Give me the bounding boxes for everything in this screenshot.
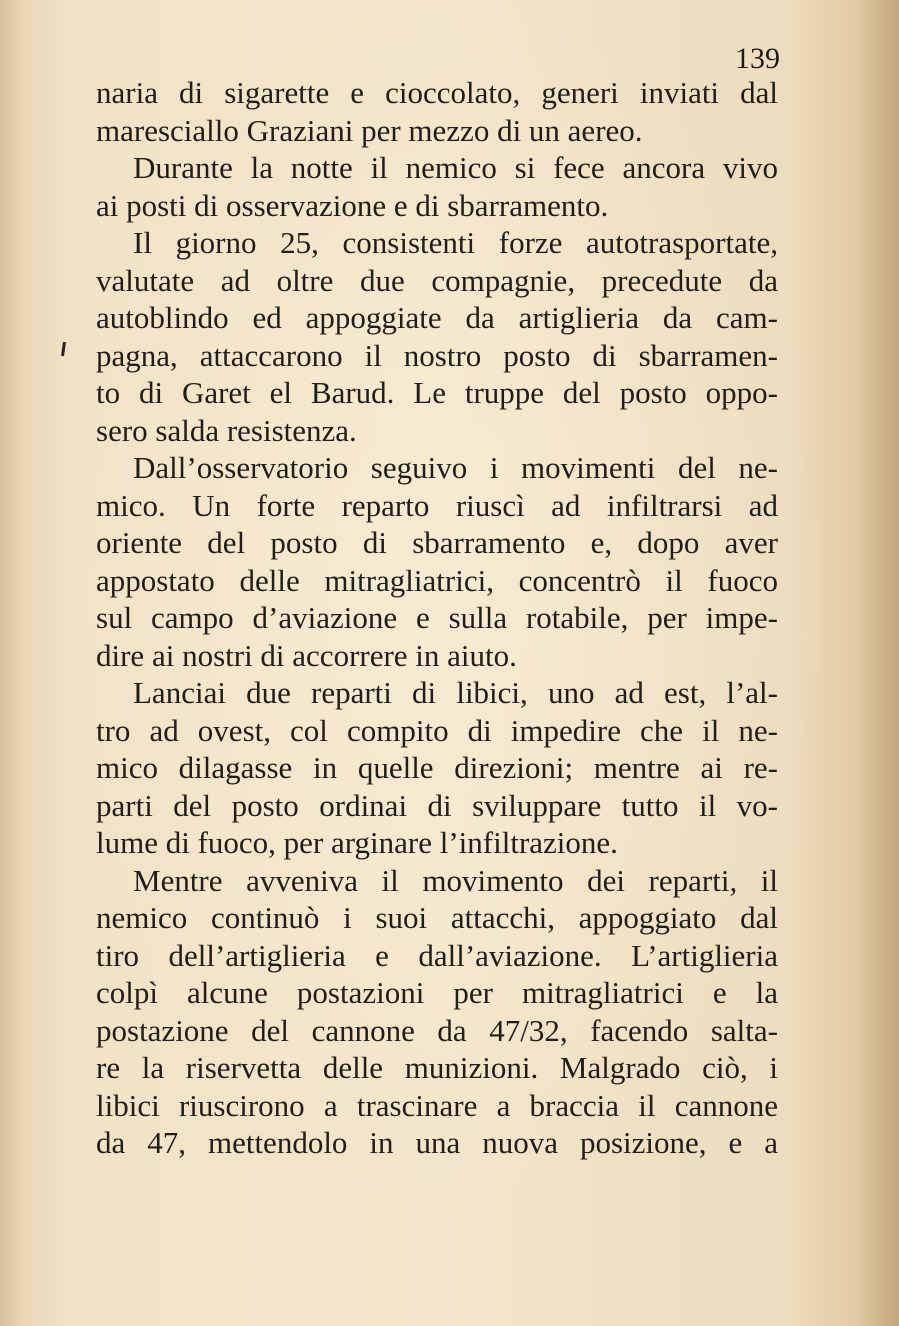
text-line: appostato delle mitragliatrici, concentrò il fuoco xyxy=(96,562,778,598)
text-line: re la riservetta delle munizioni. Malgrado ciò, i xyxy=(96,1050,778,1085)
page-number: 139 xyxy=(735,42,780,75)
text-line: mico. Un forte reparto riuscì ad infiltrarsi ad xyxy=(96,487,778,523)
text-line: Il giorno 25, consistenti forze autotrasportate, xyxy=(133,225,778,260)
text-line: da 47, mettendolo in una nuova posizione, e a xyxy=(96,1125,778,1160)
text-line: nemico continuò i suoi attacchi, appoggiato dal xyxy=(96,900,778,935)
text-line: lume di fuoco, per arginare l’infiltrazione. xyxy=(96,825,618,860)
text-line: pagna, attaccarono il nostro posto di sbarramen- xyxy=(96,337,778,373)
text-line: oriente del posto di sbarramento e, dopo aver xyxy=(96,525,778,560)
text-line: postazione del cannone da 47/32, facendo salta- xyxy=(96,1012,778,1048)
text-line: tiro dell’artiglieria e dall’aviazione. L’artiglieria xyxy=(96,937,778,973)
text-line: Mentre avveniva il movimento dei reparti, il xyxy=(133,862,778,898)
text-line: colpì alcune postazioni per mitragliatrici e la xyxy=(96,975,778,1010)
text-line: Durante la notte il nemico si fece ancora vivo xyxy=(133,150,778,185)
margin-mark xyxy=(61,342,66,356)
text-line: ai posti di osservazione e di sbarramento. xyxy=(96,187,609,223)
text-line: valutate ad oltre due compagnie, precedute da xyxy=(96,262,778,298)
text-line: autoblindo ed appoggiate da artiglieria da cam- xyxy=(96,300,778,335)
text-line: tro ad ovest, col compito di impedire che il ne- xyxy=(96,712,778,748)
text-line: Dall’osservatorio seguivo i movimenti del ne- xyxy=(133,450,778,485)
text-line: naria di sigarette e cioccolato, generi inviati dal xyxy=(96,75,778,110)
text-line: sul campo d’aviazione e sulla rotabile, per impe- xyxy=(96,600,778,635)
text-line: dire ai nostri di accorrere in aiuto. xyxy=(96,637,517,673)
text-line: sero salda resistenza. xyxy=(96,412,357,448)
body-text xyxy=(96,74,778,1162)
text-line: to di Garet el Barud. Le truppe del posto oppo- xyxy=(96,375,778,410)
text-line: mico dilagasse in quelle direzioni; mentre ai re- xyxy=(96,750,778,785)
text-line: libici riuscirono a trascinare a braccia il cannone xyxy=(96,1087,778,1123)
text-line: Lanciai due reparti di libici, uno ad est, l’al- xyxy=(133,675,778,710)
text-line: parti del posto ordinai di sviluppare tutto il vo- xyxy=(96,787,778,823)
text-line: maresciallo Graziani per mezzo di un aereo. xyxy=(96,112,643,148)
